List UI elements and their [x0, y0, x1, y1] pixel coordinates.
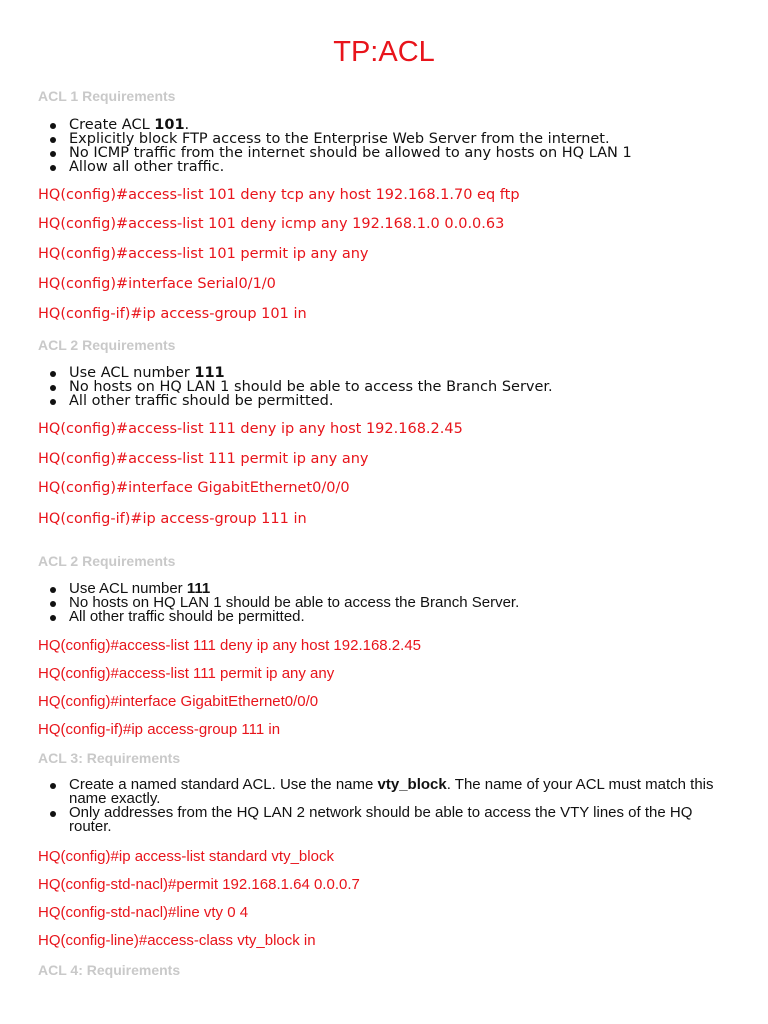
acl3-heading: ACL 3: Requirements [38, 750, 181, 766]
bullet-icon [50, 615, 56, 621]
acl2-command: HQ(config-if)#ip access-group 111 in [38, 511, 307, 527]
bullet-icon [50, 165, 56, 171]
bullet-text: No ICMP traffic from the internet should be allowed to any hosts on HQ LAN 1 [69, 145, 632, 161]
bullet-icon [50, 385, 56, 391]
bullet-text: Create a named standard ACL. Use the name [69, 776, 378, 793]
acl3-command: HQ(config)#ip access-list standard vty_block [38, 848, 334, 865]
list-item [38, 160, 632, 174]
bullet-icon [50, 811, 56, 817]
acl2-repeat-heading: ACL 2 Requirements [38, 553, 176, 569]
bullet-text: No hosts on HQ LAN 1 should be able to access the Branch Server. [69, 594, 520, 611]
acl4-heading: ACL 4: Requirements [38, 962, 181, 978]
page-title: TP:ACL [333, 36, 435, 68]
list-item [38, 146, 632, 160]
bullet-bold-text: 101 [154, 117, 185, 133]
acl2-command: HQ(config)#access-list 111 permit ip any any [38, 451, 369, 467]
list-item [38, 366, 553, 380]
bullet-icon [50, 151, 56, 157]
bullet-bold-text: 111 [186, 580, 211, 597]
acl1-command: HQ(config)#access-list 101 deny icmp any 192.168.1.0 0.0.0.63 [38, 216, 505, 232]
bullet-text: Only addresses from the HQ LAN 2 network should be able to access the VTY lines of the HQ router. [69, 804, 693, 835]
bullet-icon [50, 399, 56, 405]
acl2-repeat-command: HQ(config)#access-list 111 permit ip any any [38, 665, 335, 682]
acl3-command: HQ(config-line)#access-class vty_block in [38, 932, 316, 949]
bullet-text: No hosts on HQ LAN 1 should be able to access the Branch Server. [69, 379, 553, 395]
acl1-command: HQ(config)#access-list 101 permit ip any any [38, 246, 369, 262]
list-item [38, 118, 632, 132]
bullet-icon [50, 783, 56, 789]
bullet-text: All other traffic should be permitted. [69, 393, 334, 409]
bullet-text: Create ACL [69, 117, 155, 133]
acl2-repeat-command: HQ(config)#access-list 111 deny ip any host 192.168.2.45 [38, 637, 421, 654]
bullet-icon [50, 587, 56, 593]
acl2-command: HQ(config)#access-list 111 deny ip any host 192.168.2.45 [38, 421, 463, 437]
list-item [38, 610, 519, 624]
list-item [38, 394, 553, 408]
acl1-command: HQ(config)#interface Serial0/1/0 [38, 276, 276, 292]
acl1-requirements-list [38, 118, 632, 174]
bullet-text: All other traffic should be permitted. [69, 608, 305, 625]
list-item [38, 778, 738, 806]
acl2-heading: ACL 2 Requirements [38, 337, 176, 353]
acl1-command: HQ(config-if)#ip access-group 101 in [38, 306, 307, 322]
bullet-icon [50, 123, 56, 129]
bullet-text: Allow all other traffic. [69, 159, 225, 175]
bullet-text: Use ACL number [69, 365, 195, 381]
bullet-icon [50, 137, 56, 143]
acl2-repeat-command: HQ(config)#interface GigabitEthernet0/0/0 [38, 693, 319, 710]
acl3-command: HQ(config-std-nacl)#permit 192.168.1.64 0.0.0.7 [38, 876, 360, 893]
acl1-command: HQ(config)#access-list 101 deny tcp any host 192.168.1.70 eq ftp [38, 187, 520, 203]
bullet-text: . [184, 117, 190, 133]
bullet-icon [50, 371, 56, 377]
acl3-command: HQ(config-std-nacl)#line vty 0 4 [38, 904, 249, 921]
bullet-text: Explicitly block FTP access to the Enterprise Web Server from the internet. [69, 131, 610, 147]
acl3-requirements-list [38, 778, 738, 834]
bullet-bold-text: 111 [194, 365, 225, 381]
list-item [38, 380, 553, 394]
bullet-bold-text: vty_block [377, 776, 447, 793]
list-item [38, 806, 738, 834]
acl1-heading: ACL 1 Requirements [38, 88, 176, 104]
acl2-requirements-list [38, 366, 553, 408]
list-item [38, 132, 632, 146]
bullet-icon [50, 601, 56, 607]
acl2-repeat-requirements-list [38, 582, 519, 624]
bullet-text: Use ACL number [69, 580, 187, 597]
bullet-text: . The name of your ACL must match this name exactly. [69, 776, 714, 807]
acl2-repeat-command: HQ(config-if)#ip access-group 111 in [38, 721, 281, 738]
acl2-command: HQ(config)#interface GigabitEthernet0/0/0 [38, 480, 350, 496]
